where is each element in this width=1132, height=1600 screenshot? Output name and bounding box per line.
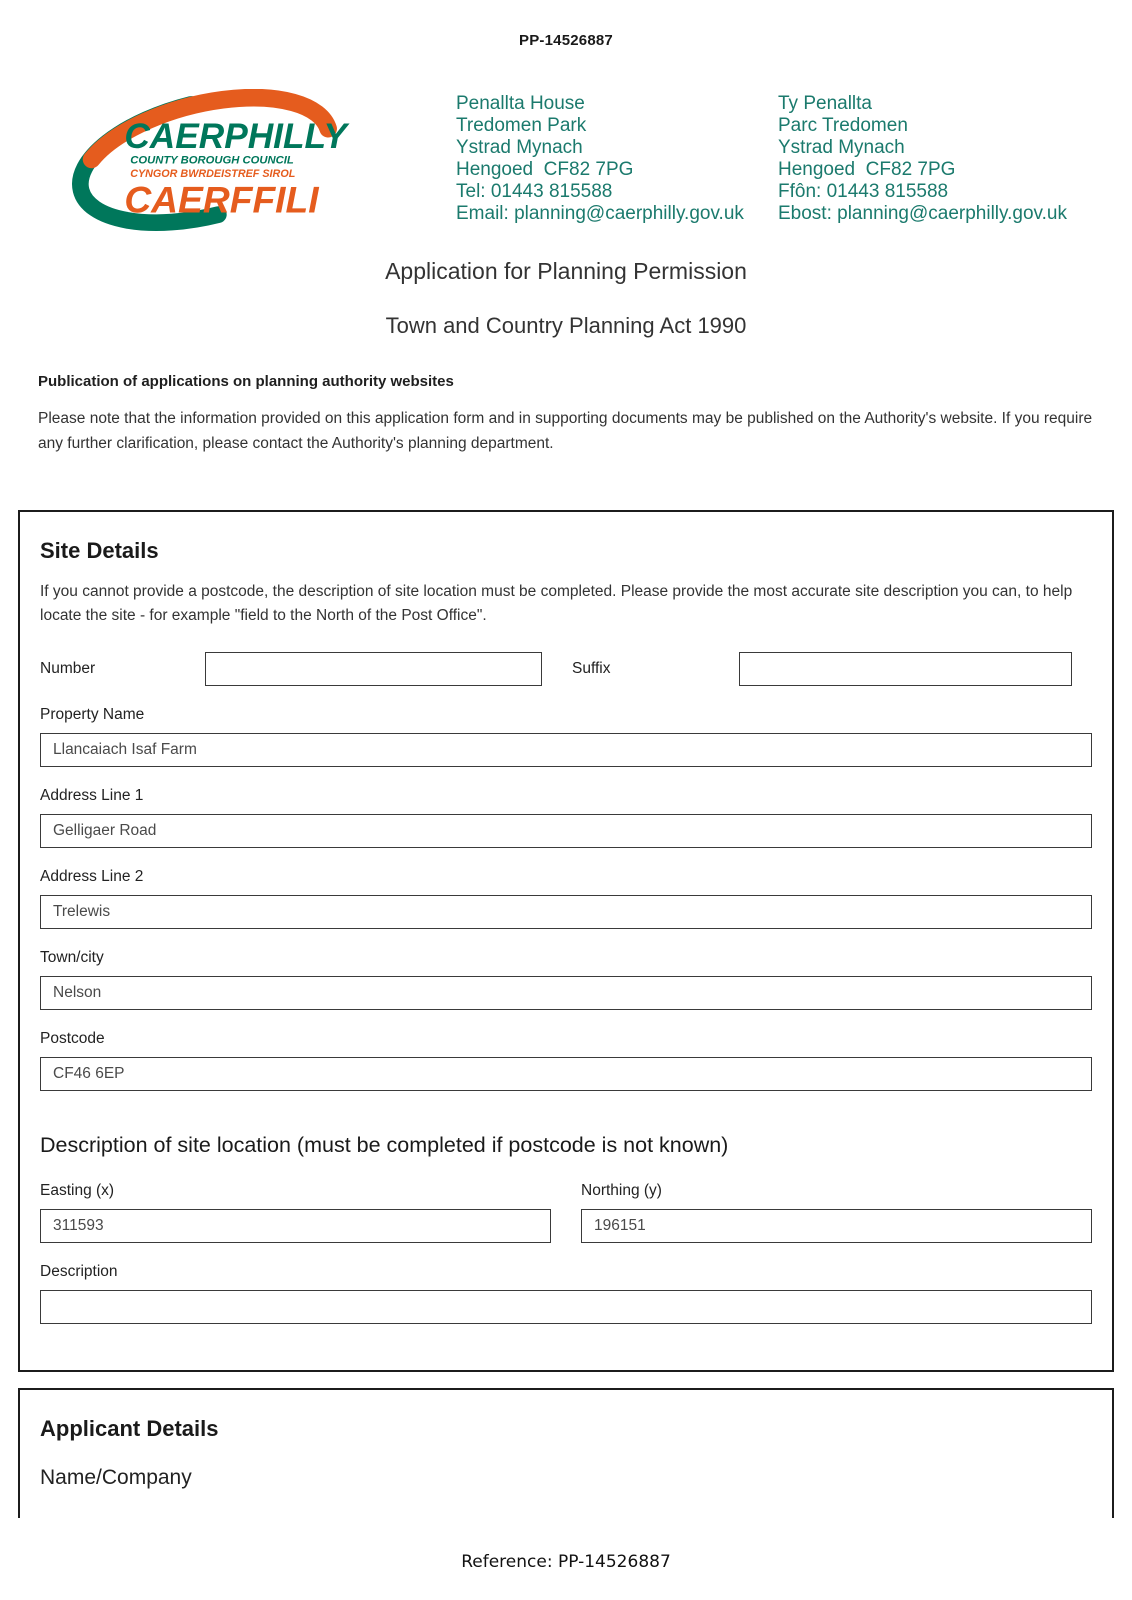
logo-graphic [64,89,404,231]
address-line1-input[interactable] [40,814,1092,848]
address-line1-field [40,787,1092,848]
form-title: Application for Planning Permission [385,258,747,284]
logo-subtitle-welsh: CYNGOR BWRDEISTREF SIROL [130,168,296,181]
publication-note-body: Please note that the information provided on this application form and in supporting documents may be published on the Authority's website. If you require any further clarification, please contact the Authority's planning department. [38,410,1093,453]
address-line: Ty Penallta [778,93,872,114]
publication-note [38,373,1094,456]
suffix-label: Suffix [572,660,611,678]
number-label: Number [40,660,96,678]
address-line: Parc Tredomen [778,115,908,136]
address-line2-field [40,868,1092,929]
property-name-field [40,706,1092,767]
logo-name-english: CAERPHILLY [124,116,347,156]
property-name-input[interactable] [40,733,1092,767]
address-line: Hengoed CF82 7PG [456,159,634,180]
address-line2-label: Address Line 2 [40,868,144,886]
phone-line: Ffôn: 01443 815588 [778,181,949,202]
northing-field [581,1162,1092,1243]
number-suffix-row [40,652,1092,686]
logo-subtitle-english: COUNTY BOROUGH COUNCIL [130,154,294,167]
town-city-field [40,949,1092,1010]
address-line: Tredomen Park [456,115,587,136]
form-subtitle: Town and Country Planning Act 1990 [385,313,747,338]
postcode-label: Postcode [40,1030,105,1048]
property-name-label: Property Name [40,706,145,724]
site-details-intro: If you cannot provide a postcode, the description of site location must be completed. Please provide the most accurate site description you can, to help locate the site - for example "field to the North of the Post Office". [40,583,1073,625]
suffix-input[interactable] [739,652,1072,686]
description-field [40,1263,1092,1324]
logo-name-welsh: CAERFFILI [124,178,319,221]
town-city-label: Town/city [40,949,104,967]
description-input[interactable] [40,1290,1092,1324]
address-line1-label: Address Line 1 [40,787,144,805]
phone-line: Tel: 01443 815588 [456,181,613,202]
site-details-heading: Site Details [40,538,159,564]
publication-note-heading: Publication of applications on planning authority websites [38,373,454,390]
name-company-label: Name/Company [40,1466,192,1490]
address-line: Ystrad Mynach [778,137,905,158]
document-reference: PP-14526887 [519,32,613,49]
postcode-input[interactable] [40,1057,1092,1091]
postcode-field [40,1030,1092,1091]
number-input[interactable] [205,652,542,686]
easting-northing-row [40,1162,1092,1243]
applicant-details-section [18,1388,1114,1518]
town-city-input[interactable] [40,976,1092,1010]
easting-input[interactable] [40,1209,551,1243]
caerphilly-council-logo [64,89,404,236]
address-line2-input[interactable] [40,895,1092,929]
easting-field [40,1162,551,1243]
address-line: Hengoed CF82 7PG [778,159,956,180]
applicant-details-heading: Applicant Details [40,1416,219,1442]
easting-label: Easting (x) [40,1182,115,1200]
council-address-welsh [778,93,1078,225]
address-line: Penallta House [456,93,585,114]
footer-reference: Reference: PP-14526887 [461,1552,671,1573]
address-line: Ystrad Mynach [456,137,583,158]
header [64,89,1112,236]
northing-input[interactable] [581,1209,1092,1243]
site-details-section [18,510,1114,1372]
description-label: Description [40,1263,118,1281]
northing-label: Northing (y) [581,1182,662,1200]
site-location-description-heading: Description of site location (must be completed if postcode is not known) [40,1133,729,1158]
council-address-english [456,93,778,225]
email-line: Email: planning@caerphilly.gov.uk [456,203,744,224]
email-line: Ebost: planning@caerphilly.gov.uk [778,203,1067,224]
